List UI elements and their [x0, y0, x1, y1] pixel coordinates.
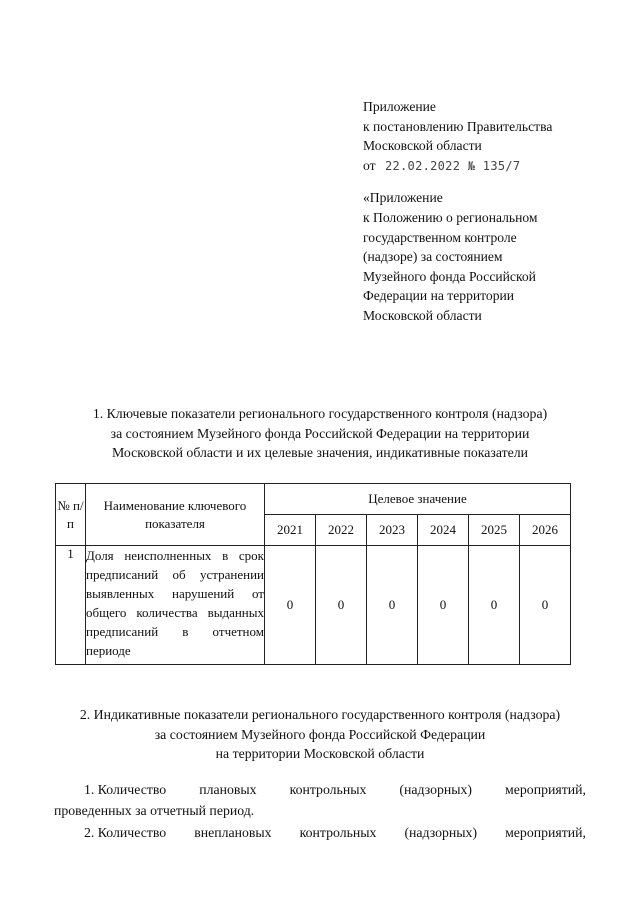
section-2-line: 2. Индикативные показатели регионального государственного контроля (надзора): [79, 707, 561, 722]
target-value: 0: [418, 546, 469, 665]
list-word: мероприятий,: [505, 782, 586, 797]
list-word: внеплановых: [194, 825, 272, 840]
target-value: 0: [469, 546, 520, 665]
target-value: 0: [367, 546, 418, 665]
appendix-line-2: Московской области: [363, 138, 482, 154]
key-indicators-table: [55, 483, 571, 665]
nested-appendix-line: «Приложение: [363, 190, 443, 206]
appendix-header: [363, 97, 613, 326]
section-2-line: за состоянием Музейного фонда Российской Федерации: [154, 726, 486, 742]
list-word: мероприятий,: [505, 825, 586, 840]
year-header: 2026: [520, 515, 571, 546]
section-1-line: 1. Ключевые показатели регионального государственного контроля (надзора): [92, 406, 548, 421]
list-word: (надзорных): [399, 782, 473, 797]
nested-appendix-line: Московской области: [363, 307, 482, 323]
column-header-name: Наименование ключевого показателя: [86, 484, 265, 546]
date-number-stamp: 22.02.2022 № 135/7: [384, 158, 521, 173]
section-2-line: на территории Московской области: [215, 746, 425, 761]
nested-appendix-line: Федерации на территории: [363, 288, 515, 304]
section-1-line: Московской области и их целевые значения, индикативные показатели: [111, 445, 529, 460]
list-item-1-tail: проведенных за отчетный период.: [54, 803, 255, 818]
year-header: 2021: [265, 515, 316, 546]
appendix-title: Приложение: [363, 99, 436, 114]
date-prefix: от: [363, 157, 376, 173]
appendix-date: [363, 156, 613, 177]
target-value: 0: [265, 546, 316, 665]
target-value: 0: [520, 546, 571, 665]
year-header: 2024: [418, 515, 469, 546]
nested-appendix-line: к Положению о региональном: [363, 209, 538, 225]
appendix-line-1: к постановлению Правительства: [363, 118, 553, 134]
section-1-line: за состоянием Музейного фонда Российской Федерации на территории: [110, 425, 530, 441]
section-2-heading: [40, 705, 600, 764]
list-word: контрольных: [289, 782, 367, 797]
indicator-name: Доля неисполненных в срок предписаний об устранении выявленных нарушений от общего количества выданных предписаний в отчетном периоде: [86, 546, 265, 665]
list-item-1: [54, 779, 586, 821]
column-header-number: № п/п: [56, 484, 86, 546]
list-word: плановых: [199, 782, 257, 797]
year-header: 2022: [316, 515, 367, 546]
year-header: 2023: [367, 515, 418, 546]
nested-appendix-line: Музейного фонда Российской: [363, 268, 536, 284]
table-row: [56, 546, 571, 665]
list-item-2: [54, 822, 586, 843]
section-1-heading: [40, 404, 600, 463]
list-word: 1. Количество: [84, 782, 167, 797]
nested-appendix-line: государственном контроле: [363, 229, 517, 245]
list-word: 2. Количество: [84, 825, 167, 840]
list-word: (надзорных): [404, 825, 478, 840]
list-item-1-first-line: [54, 779, 586, 800]
list-word: контрольных: [299, 825, 377, 840]
row-number: 1: [56, 546, 86, 665]
target-value: 0: [316, 546, 367, 665]
column-header-target: Целевое значение: [265, 484, 571, 515]
list-item-2-first-line: [54, 822, 586, 843]
nested-appendix-line: (надзоре) за состоянием: [363, 249, 503, 265]
year-header: 2025: [469, 515, 520, 546]
